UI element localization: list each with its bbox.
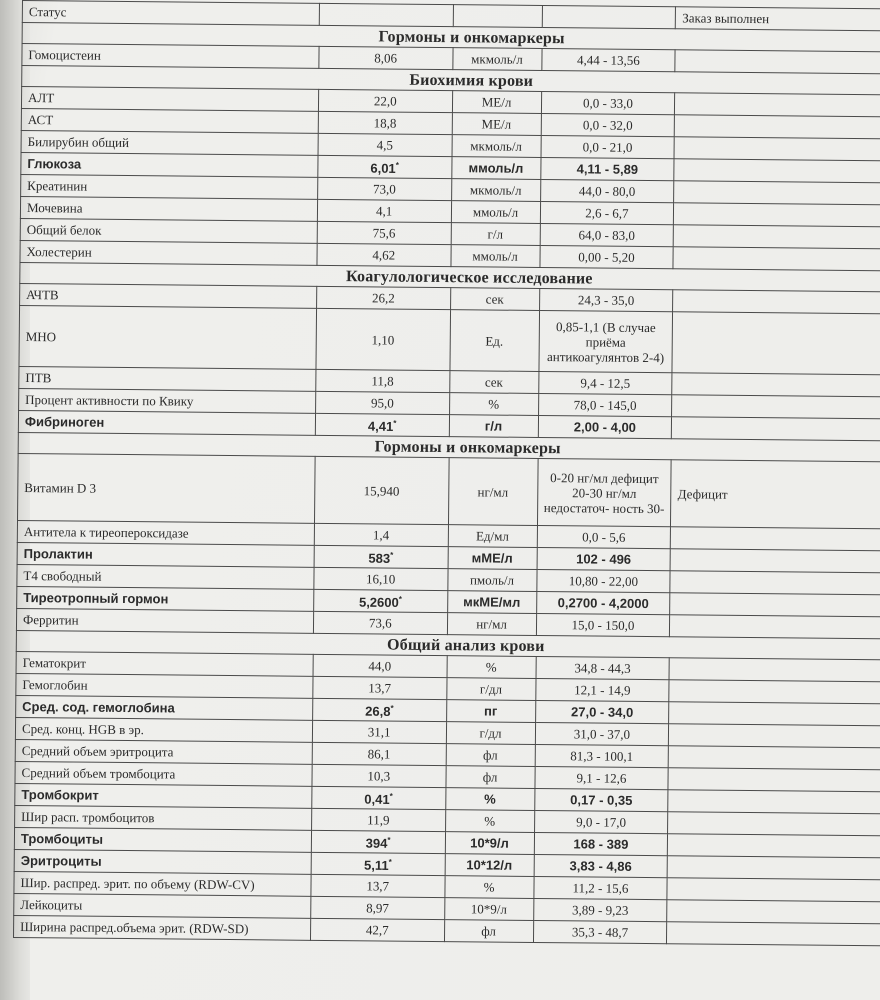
value-text: 6,01 (370, 161, 396, 177)
section-title: Коагулологическое исследование (20, 262, 880, 292)
result-comment (669, 658, 880, 682)
test-unit: фл (444, 920, 533, 943)
reference-range: 4,44 - 13,56 (541, 48, 675, 71)
test-unit: г/л (451, 223, 540, 246)
abnormal-flag: * (393, 418, 397, 428)
test-unit: г/дл (446, 722, 535, 745)
result-comment (668, 768, 880, 792)
test-unit: ммоль/л (451, 157, 540, 180)
section-title: Биохимия крови (22, 66, 880, 96)
result-row (19, 305, 880, 375)
test-name: Гемоглобин (16, 673, 313, 698)
test-unit: фл (446, 766, 535, 789)
test-name: Эритроциты (14, 849, 311, 874)
value-text: 75,6 (372, 225, 396, 241)
reference-range: 0,17 - 0,35 (534, 788, 668, 811)
reference-range: 10,80 - 22,00 (536, 569, 670, 592)
test-value (315, 413, 449, 436)
test-value (313, 676, 447, 699)
result-comment (674, 181, 880, 205)
test-name: МНО (19, 305, 316, 369)
test-name: АЛТ (21, 87, 318, 112)
result-comment (674, 159, 880, 183)
reference-range: 78,0 - 145,0 (538, 393, 672, 416)
reference-range: 0,2700 - 4,2000 (536, 591, 670, 614)
result-comment (672, 312, 880, 375)
test-name: Сред. конц. HGB в эр. (15, 717, 312, 742)
value-text: 73,0 (372, 181, 396, 197)
test-value (318, 155, 452, 178)
value-text: 95,0 (370, 395, 394, 411)
result-comment (674, 203, 880, 227)
reference-range: 0,00 - 5,20 (539, 245, 673, 268)
lab-results-sheet (12, 0, 880, 1000)
test-name: Шир расп. тромбоцитов (15, 805, 312, 830)
reference-range: 0-20 нг/мл дефицит 20-30 нг/мл недостаточ- ность 30- (537, 458, 672, 526)
result-comment (674, 225, 880, 249)
result-comment (670, 549, 880, 573)
test-value (312, 742, 446, 765)
reference-range: 0,0 - 5,6 (537, 525, 671, 548)
reference-range: 9,4 - 12,5 (538, 371, 672, 394)
test-name: Тромбокрит (15, 783, 312, 808)
result-comment (668, 812, 880, 836)
test-name: Витамин D 3 (18, 453, 315, 523)
test-unit: % (445, 810, 534, 833)
value-text: 394 (365, 835, 388, 852)
value-text: 1,4 (372, 527, 390, 543)
test-unit: сек (450, 288, 539, 311)
lab-results-table (13, 0, 880, 947)
test-value (318, 111, 452, 134)
result-comment (672, 417, 880, 441)
test-name: АСТ (21, 108, 318, 133)
test-name: Креатинин (21, 174, 318, 199)
value-text: 4,62 (372, 247, 396, 263)
reference-range: 64,0 - 83,0 (540, 223, 674, 246)
value-text: 44,0 (368, 658, 392, 674)
result-comment (669, 702, 880, 726)
value-text: 11,8 (371, 373, 394, 389)
test-unit: мМЕ/л (448, 547, 537, 570)
test-value (317, 177, 451, 200)
reference-range: 27,0 - 34,0 (535, 700, 669, 723)
value-text: 0,41 (364, 791, 390, 808)
result-comment (675, 93, 880, 117)
test-unit: % (444, 876, 533, 899)
test-name: Мочевина (20, 196, 317, 221)
test-unit: г/дл (446, 678, 535, 701)
test-name: Ширина распред.объема эрит. (RDW-SD) (14, 915, 311, 940)
test-name: Т4 свободный (17, 564, 314, 589)
result-comment (672, 373, 880, 397)
value-text: 22,0 (373, 93, 397, 109)
value-text: 13,7 (368, 680, 392, 696)
test-unit: МЕ/л (452, 91, 541, 114)
reference-range: 168 - 389 (534, 832, 668, 855)
test-name: Гематокрит (16, 651, 313, 676)
test-name: Лейкоциты (14, 893, 311, 918)
abnormal-flag: * (390, 550, 394, 560)
test-name: Процент активности по Квику (19, 388, 316, 413)
reference-range: 12,1 - 14,9 (535, 678, 669, 701)
test-name: Билирубин общий (21, 130, 318, 155)
value-text: 583 (368, 551, 391, 567)
value-text: 13,7 (366, 878, 390, 894)
abnormal-flag: * (388, 857, 392, 867)
test-value (312, 764, 446, 787)
reference-range: 9,1 - 12,6 (534, 766, 668, 789)
status-value: Заказ выполнен (676, 7, 880, 31)
reference-range: 24,3 - 35,0 (539, 288, 673, 311)
test-value (311, 808, 445, 831)
reference-range: 31,0 - 37,0 (535, 722, 669, 745)
test-name: Гомоцистеин (22, 44, 319, 69)
reference-range: 2,00 - 4,00 (538, 415, 672, 438)
result-comment (671, 527, 880, 551)
test-unit: % (449, 393, 538, 416)
value-text: 4,41 (367, 418, 394, 435)
test-unit: сек (449, 371, 538, 394)
result-comment (667, 878, 880, 902)
test-unit: % (447, 656, 536, 679)
test-unit: МЕ/л (452, 113, 541, 136)
status-label: Статус (22, 1, 319, 26)
result-comment (667, 922, 880, 946)
result-comment (670, 571, 880, 595)
test-value (312, 786, 446, 809)
test-name: Сред. сод. гемоглобина (16, 695, 313, 720)
test-unit: 10*9/л (444, 898, 533, 921)
test-value (311, 874, 445, 897)
test-value (313, 589, 447, 612)
result-comment (673, 247, 880, 271)
test-value (314, 567, 448, 590)
value-text: 8,97 (366, 900, 389, 916)
test-unit: Ед. (450, 310, 540, 372)
test-name: Холестерин (20, 240, 317, 265)
result-comment (674, 137, 880, 161)
result-comment: Дефицит (671, 460, 880, 529)
result-comment (673, 290, 880, 314)
value-text: 8,06 (374, 50, 398, 66)
test-name: Пролактин (17, 542, 314, 567)
test-value (317, 199, 451, 222)
test-unit: пмоль/л (447, 569, 536, 592)
test-value (311, 852, 445, 875)
test-name: Шир. распред. эрит. по объему (RDW-CV) (14, 871, 311, 896)
result-comment (672, 395, 880, 419)
value-text: 42,7 (365, 922, 389, 938)
test-value (318, 89, 452, 112)
value-text: 26,8 (365, 703, 391, 720)
value-text: 10,3 (367, 768, 391, 784)
test-unit: 10*12/л (445, 854, 534, 877)
value-text: 16,10 (365, 571, 396, 587)
value-text: 4,1 (376, 203, 393, 219)
result-comment (669, 746, 880, 770)
test-value (310, 918, 444, 941)
result-comment (668, 856, 880, 880)
test-value (314, 523, 448, 546)
result-row (18, 453, 880, 529)
test-unit: мкМЕ/мл (447, 591, 536, 614)
test-name: Тромбоциты (14, 827, 311, 852)
test-unit: нг/мл (448, 458, 538, 526)
section-title: Общий анализ крови (16, 630, 880, 660)
test-name: Общий белок (20, 218, 317, 243)
reference-range: 9,0 - 17,0 (534, 810, 668, 833)
value-text: 5,2600 (358, 594, 399, 611)
result-comment (670, 593, 880, 617)
test-value (314, 456, 448, 524)
test-value (315, 391, 449, 414)
result-comment (668, 790, 880, 814)
test-unit: Ед/мл (448, 525, 537, 548)
result-comment (667, 900, 880, 924)
test-value (317, 243, 451, 266)
reference-range: 11,2 - 15,6 (533, 876, 667, 899)
test-unit: фл (446, 744, 535, 767)
test-unit: % (445, 788, 534, 811)
test-value (317, 221, 451, 244)
test-value (316, 308, 450, 370)
reference-range: 34,8 - 44,3 (536, 656, 670, 679)
test-name: Средний объем тромбоцита (15, 761, 312, 786)
test-unit: ммоль/л (451, 245, 540, 268)
result-comment (675, 115, 880, 139)
test-name: Антитела к тиреопероксидазе (17, 520, 314, 545)
value-text: 31,1 (367, 724, 391, 740)
result-comment (675, 50, 880, 74)
result-comment (668, 834, 880, 858)
reference-range: 3,89 - 9,23 (533, 898, 667, 921)
value-text: 26,2 (371, 290, 395, 306)
test-value (313, 654, 447, 677)
reference-range: 0,85-1,1 (В случае приёма антикоагулянтов 2-4) (538, 310, 672, 372)
value-text: 1,10 (371, 331, 395, 348)
test-value (318, 133, 452, 156)
reference-range: 0,0 - 33,0 (541, 91, 675, 114)
test-name: Ферритин (16, 608, 313, 633)
reference-range: 0,0 - 21,0 (541, 135, 675, 158)
reference-range: 44,0 - 80,0 (540, 179, 674, 202)
test-unit: мкмоль/л (452, 135, 541, 158)
test-name: Тиреотропный гормон (17, 586, 314, 611)
reference-range: 102 - 496 (537, 547, 671, 570)
reference-range: 81,3 - 100,1 (535, 744, 669, 767)
reference-range: 3,83 - 4,86 (534, 854, 668, 877)
test-unit: ммоль/л (451, 201, 540, 224)
test-value (311, 896, 445, 919)
section-title: Гормоны и онкомаркеры (22, 23, 880, 53)
test-value (311, 830, 445, 853)
result-comment (669, 724, 880, 748)
abnormal-flag: * (395, 160, 399, 170)
test-value (316, 286, 450, 309)
test-value (314, 545, 448, 568)
abnormal-flag: * (389, 791, 393, 801)
test-unit: мкмоль/л (452, 48, 541, 71)
result-comment (670, 615, 880, 639)
reference-range: 15,0 - 150,0 (536, 613, 670, 636)
test-value (312, 698, 446, 721)
test-value (319, 46, 453, 69)
value-text: 4,5 (376, 137, 394, 153)
test-unit: 10*9/л (445, 832, 534, 855)
test-name: ПТВ (19, 366, 316, 391)
abnormal-flag: * (387, 835, 391, 845)
reference-range: 0,0 - 32,0 (541, 113, 675, 136)
value-text: 11,9 (367, 812, 390, 828)
section-title: Гормоны и онкомаркеры (18, 432, 880, 462)
test-name: Глюкоза (21, 152, 318, 177)
test-name: АЧТВ (20, 283, 317, 308)
test-unit: пг (446, 700, 535, 723)
reference-range: 35,3 - 48,7 (533, 920, 667, 943)
abnormal-flag: * (390, 703, 394, 713)
reference-range: 4,11 - 5,89 (540, 157, 674, 180)
value-text: 18,8 (373, 115, 397, 131)
test-value (313, 611, 447, 634)
test-value (312, 720, 446, 743)
test-value (316, 369, 450, 392)
value-text: 86,1 (367, 746, 391, 762)
value-text: 15,940 (363, 482, 400, 499)
result-comment (669, 680, 880, 704)
test-name: Средний объем эритроцита (15, 739, 312, 764)
value-text: 73,6 (368, 615, 392, 631)
reference-range: 2,6 - 6,7 (540, 201, 674, 224)
test-unit: мкмоль/л (451, 179, 540, 202)
value-text: 5,11 (363, 857, 389, 874)
test-name: Фибриноген (18, 410, 315, 435)
test-unit: г/л (449, 415, 538, 438)
test-unit: нг/мл (447, 613, 536, 636)
abnormal-flag: * (398, 594, 402, 605)
